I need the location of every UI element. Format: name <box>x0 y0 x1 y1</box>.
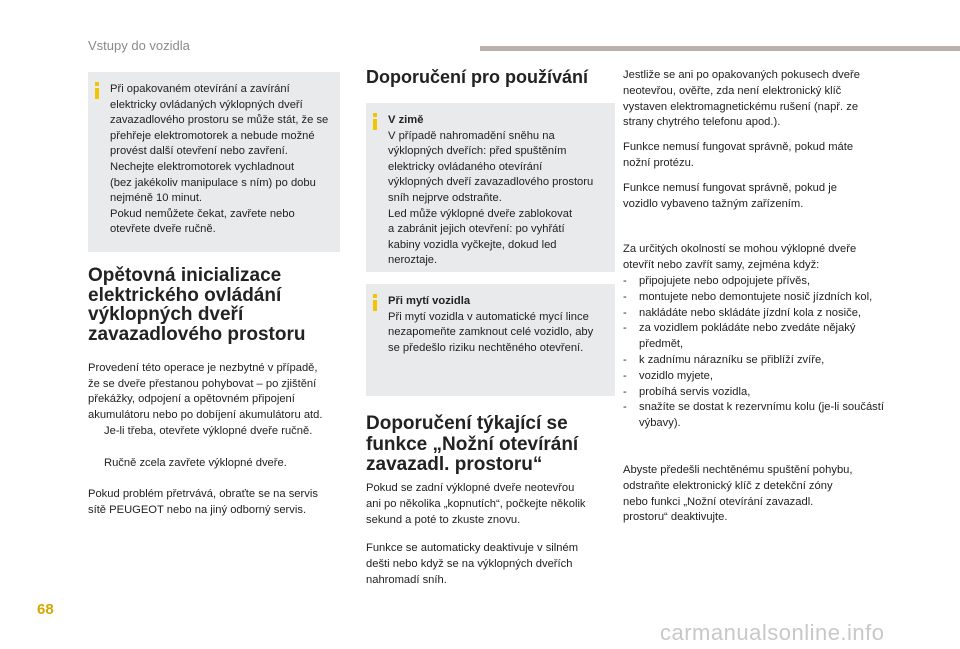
list-dash: - <box>623 306 627 319</box>
list-item <box>623 290 893 306</box>
foot-opening-text-1: Pokud se zadní výklopné dveře neotevřou ani po několika „kopnutích“, počkejte několik sekund a poté to zkuste znovu. <box>366 482 586 526</box>
list-item <box>623 306 893 322</box>
foot-opening-text-2: Funkce se automaticky deaktivuje v silném dešti nebo když se na výklopných dveřích nahromadí sníh. <box>366 542 579 586</box>
list-dash: - <box>623 401 627 414</box>
bullet-text: Ručně zcela zavřete výklopné dveře. <box>104 456 287 469</box>
reinit-bullet <box>88 456 353 472</box>
info-box-text <box>388 294 607 356</box>
list-item-text: připojujete nebo odpojujete přívěs, <box>639 275 811 287</box>
reinit-bullet <box>88 424 353 440</box>
bullet-text: Je-li třeba, otevřete výklopné dveře ručně. <box>104 424 313 437</box>
info-box-washing <box>366 284 615 396</box>
info-box-body: V případě nahromadění sněhu na výklopných dveřích: před spuštěním elektricky ovládaného otevírání výklopných dveří zavazadlového prostoru sníh nejprve odstraňte. Led může výklopné dveře zablokovat a zabránit jejich otevření: po vyhřátí kabiny vozidla vyčkejte, dokud led neroztaje. <box>388 129 594 267</box>
page-number: 68 <box>37 601 54 618</box>
heading-foot-opening: Doporučení týkající se funkce „Nožní otevírání zavazadl. prostoru“ <box>366 413 579 475</box>
col3-text-1: Jestliže se ani po opakovaných pokusech dveře neotevřou, ověřte, zda není elektronický klíč vystaven elektromagnetickému rušení (např. ze strany chytrého telefonu apod.). <box>623 69 860 129</box>
list-item-text: vozidlo myjete, <box>639 369 713 382</box>
list-dash: - <box>623 275 627 287</box>
list-item-text: za vozidlem pokládáte nebo zvedáte nějaký předmět, <box>639 322 856 351</box>
list-item <box>623 274 893 290</box>
info-box-winter <box>366 103 615 272</box>
reinit-outro: Pokud problém přetrvává, obraťte se na servis sítě PEUGEOT nebo na jiný odborný servis. <box>88 488 318 516</box>
watermark: carmanualsonline.info <box>660 620 885 645</box>
heading-usage-advice: Doporučení pro používání <box>366 67 589 87</box>
situation-list <box>623 274 893 432</box>
info-icon <box>95 82 99 99</box>
header-bar <box>480 46 960 51</box>
info-box-overheat <box>88 72 340 252</box>
list-item-text: k zadnímu nárazníku se přiblíží zvíře, <box>639 353 825 366</box>
list-item-text: snažíte se dostat k rezervnímu kolu (je-li součástí výbavy). <box>639 401 884 430</box>
list-item <box>623 385 893 401</box>
list-item <box>623 321 893 353</box>
list-dash: - <box>623 290 627 303</box>
col3-text-2: Funkce nemusí fungovat správně, pokud máte nožní protézu. <box>623 141 854 169</box>
info-box-body: Při mytí vozidla v automatické mycí lince nezapomeňte zamknout celé vozidlo, aby se předešlo riziku nechtěného otevření. <box>388 310 594 354</box>
col3-text-4: Za určitých okolností se mohou výklopné dveře otevřít nebo zavřít samy, zejména když: <box>623 243 857 271</box>
info-box-text <box>388 113 607 269</box>
reinit-intro: Provedení této operace je nezbytné v případě, že se dveře přestanou pohybovat – po zjištění překážky, odpojení a opětovném připojení akumulátoru nebo po dobíjení akumulátoru atd. <box>88 361 323 422</box>
section-title: Vstupy do vozidla <box>88 38 190 53</box>
info-icon <box>373 294 377 311</box>
info-box-title: V zimě <box>388 114 424 126</box>
list-dash: - <box>623 369 627 382</box>
list-item <box>623 353 893 369</box>
info-icon <box>373 113 377 130</box>
list-item-text: nakládáte nebo skládáte jízdní kola z nosiče, <box>639 306 862 319</box>
col3-text-5: Abyste předešli nechtěnému spuštění pohybu, odstraňte elektronický klíč z detekční zóny nebo funkci „Nožní otevírání zavazadl. prostoru“ deaktivujte. <box>623 464 853 524</box>
list-item <box>623 369 893 385</box>
list-item-text: probíhá servis vozidla, <box>639 385 751 398</box>
list-dash: - <box>623 385 627 398</box>
list-item-text: montujete nebo demontujete nosič jízdních kol, <box>639 290 873 303</box>
list-dash: - <box>623 322 627 335</box>
list-dash: - <box>623 353 627 366</box>
info-box-text: Při opakovaném otevírání a zavírání elektricky ovládaných výklopných dveří zavazadlového prostoru se může stát, že se přehřeje elektromotorek a nebude možné provést další otevření nebo zavření. Nechejte elektromotorek vychladnout (bez jakékoliv manipulace s ním) po dobu nejméně 10 minut. Pokud nemůžete čekat, zavřete nebo otevřete dveře ručně. <box>110 83 329 236</box>
heading-reinit: Opětovná inicializace elektrického ovládání výklopných dveří zavazadlového prostoru <box>88 265 306 345</box>
col3-text-3: Funkce nemusí fungovat správně, pokud je vozidlo vybaveno tažným zařízením. <box>623 182 837 210</box>
reinit-text <box>88 345 353 519</box>
info-box-title: Při mytí vozidla <box>388 295 471 307</box>
list-item <box>623 400 893 432</box>
